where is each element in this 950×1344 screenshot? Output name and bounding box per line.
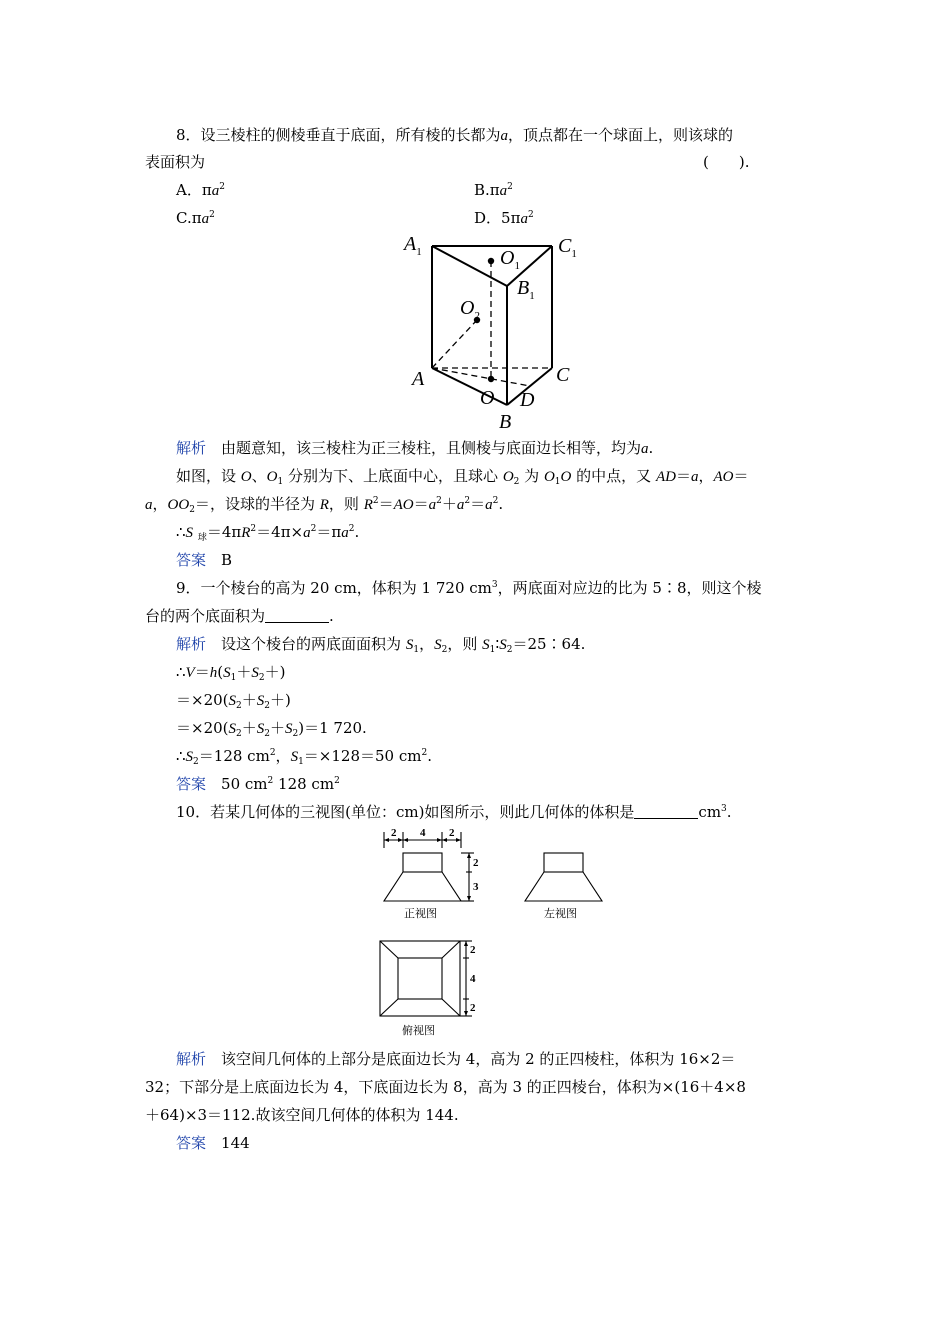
dim-front-lower-height: 3 — [473, 881, 479, 893]
dim-top-3: 2 — [470, 1002, 476, 1014]
dim-front-right: 2 — [449, 827, 455, 839]
q8-option-c: $C.\pi a^2$ — [176, 209, 215, 227]
front-view-label: 正视图 — [404, 908, 437, 920]
dim-front-middle: 4 — [420, 827, 426, 839]
q8-analysis-line1: 解析 由题意知，该三棱柱为正三棱柱，且侧棱与底面边长相等，均为a. — [176, 439, 654, 457]
q8-option-d: D．$5\pi a^2$ — [474, 209, 534, 227]
dim-top-1: 2 — [470, 944, 476, 956]
q8-line2: 表面积为 — [145, 153, 206, 171]
q9-step3: $=\times 20(S_2+S_2+S_2)=1$ 720. — [176, 719, 367, 739]
dim-front-upper-height: 2 — [473, 857, 479, 869]
q10-answer: 答案 144 — [176, 1134, 250, 1152]
q8-answer: 答案 B — [176, 551, 233, 569]
label-C: C — [556, 364, 570, 386]
q9-answer: 答案 50 $cm^2$ 128 $cm^2$ — [176, 775, 340, 793]
label-O: O — [480, 387, 495, 409]
dim-front-left: 2 — [391, 827, 397, 839]
q9-step2: $=\times 20(S_2+S_2+)$ — [176, 691, 291, 711]
label-D: D — [520, 389, 535, 411]
q9-line2: 台的两个底面积为 . — [145, 607, 334, 625]
label-A1: $A_1$ — [404, 233, 422, 258]
left-view-label: 左视图 — [544, 908, 577, 920]
q9-analysis-line1: 解析 设这个棱台的两底面面积为 $S_1$，$S_2$，则 $S_1∶S_2=25∶64$. — [176, 635, 586, 655]
q8-analysis-line2: 如图，设 O、$O_1$ 分别为下、上底面中心，且球心 $O_2$ 为 $O_1O$ 的中点，又 AD＝a，AO＝ — [176, 467, 749, 487]
q10-line1: 10．若某几何体的三视图(单位：cm)如图所示，则此几何体的体积是 $cm^3$. — [176, 803, 732, 821]
q10-analysis-line3: ＋64)×3＝112.故该空间几何体的体积为 144. — [145, 1106, 459, 1124]
dim-top-2: 4 — [470, 973, 476, 985]
q8-answer-paren: ( ). — [703, 153, 750, 171]
label-C1: $C_1$ — [558, 235, 577, 260]
q8-analysis-line3: a，$OO_2=$，设球的半径为 R，则 $R^2=AO=a^2+a^2=a^2$. — [145, 495, 504, 515]
q8-analysis-line4: ∴S $_球=4\pi R^2=4\pi\times a^2=\pi a^2$. — [176, 523, 360, 543]
q8-option-b: $B.\pi a^2$ — [474, 181, 513, 199]
q9-step1: $\therefore V=h(S_1+S_2+)$ — [176, 663, 286, 683]
prism-figure — [400, 228, 590, 433]
q8-line1: 8．设三棱柱的侧棱垂直于底面，所有棱的长都为a，顶点都在一个球面上，则该球的 — [176, 126, 734, 144]
q9-line1: 9．一个棱台的高为 20 cm，体积为 1 720 $cm^3$，两底面对应边的比为 5∶8，则这个棱 — [176, 579, 762, 597]
label-O1: $O_1$ — [500, 247, 520, 272]
label-B1: $B_1$ — [517, 277, 535, 302]
label-A: A — [412, 368, 425, 390]
top-view-label: 俯视图 — [402, 1025, 435, 1037]
q8-option-a: A．$\pi a^2$ — [176, 181, 225, 199]
q10-analysis-line1: 解析 该空间几何体的上部分是底面边长为 4，高为 2 的正四棱柱，体积为 16×2＝ — [176, 1050, 736, 1068]
q9-final: $\therefore S_2=128$ $cm^2$，$S_1=\times 128=50$ $cm^2$. — [176, 747, 432, 767]
label-B: B — [499, 411, 512, 433]
q10-analysis-line2: 32；下部分是上底面边长为 4，下底面边长为 8，高为 3 的正四棱台，体积为×(16＋4×8 — [145, 1078, 746, 1096]
three-view-figure — [370, 826, 620, 1042]
label-O2: $O_2$ — [460, 297, 480, 322]
